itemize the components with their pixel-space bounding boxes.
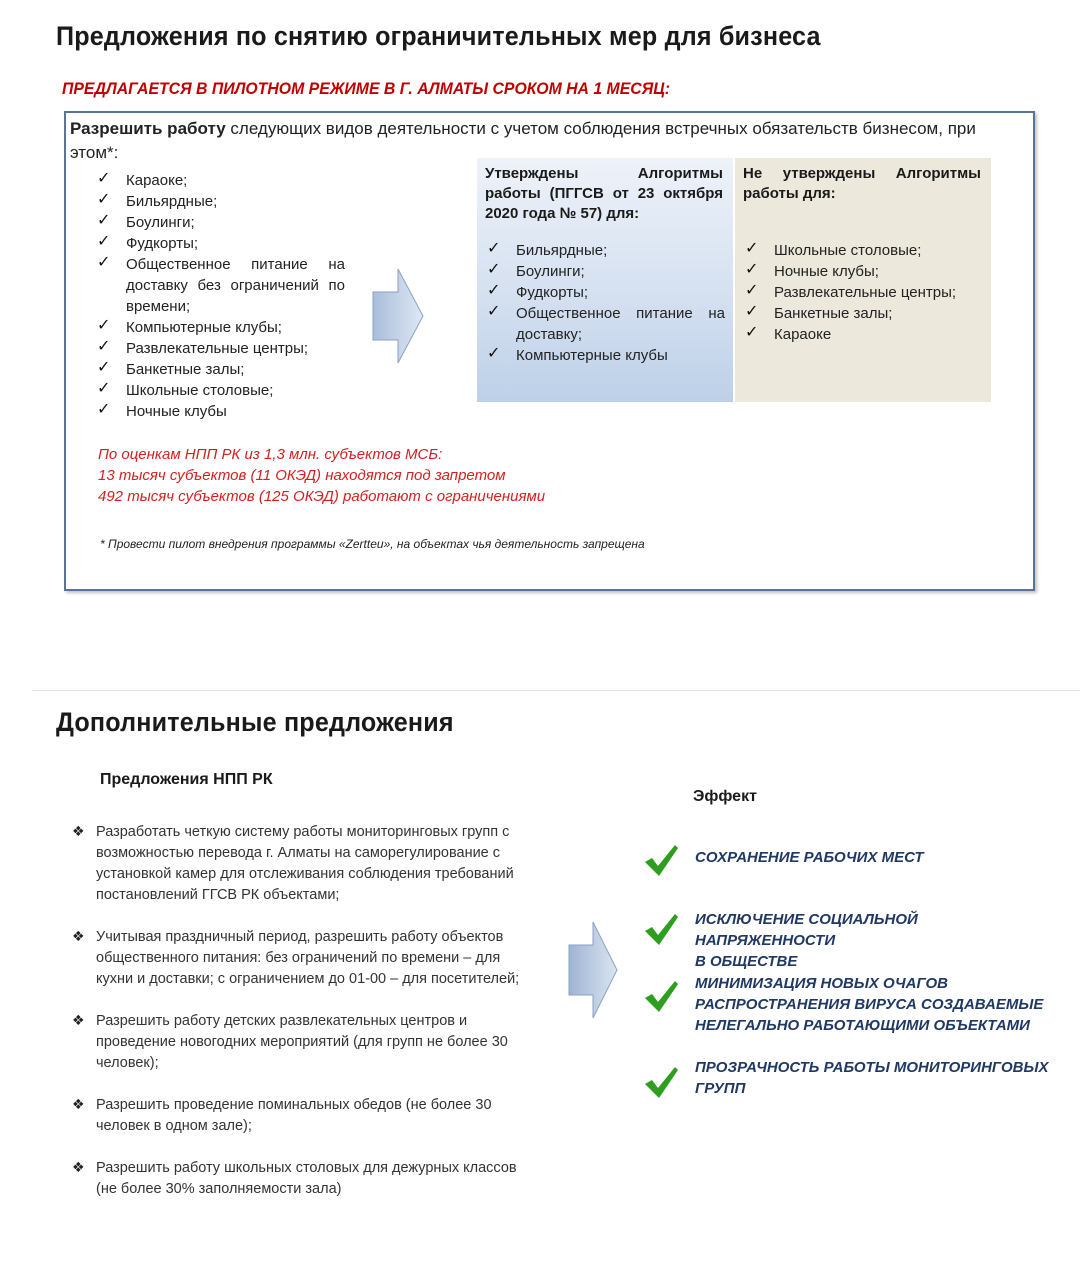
activity-item: ✓ Караоке; xyxy=(97,170,188,189)
checkmark-icon: ✓ xyxy=(745,324,759,341)
intro-bold: Разрешить работу xyxy=(70,119,226,138)
estimate-line: 13 тысяч субъектов (11 ОКЭД) находятся под запретом xyxy=(98,467,506,484)
checkmark-icon: ✓ xyxy=(97,401,111,418)
estimate-line: 492 тысяч субъектов (125 ОКЭД) работают с ограничениями xyxy=(98,488,546,505)
estimate-line: По оценкам НПП РК из 1,3 млн. субъектов МСБ: xyxy=(98,446,443,463)
slide-divider xyxy=(32,690,1080,691)
slide1-title: Предложения по снятию ограничительных мер для бизнеса xyxy=(56,21,821,51)
proposal-item: ❖ Разрешить проведение поминальных обедов (не более 30 человек в одном зале); xyxy=(72,1096,492,1134)
checkmark-icon: ✓ xyxy=(487,261,501,278)
proposals-list xyxy=(72,822,532,1221)
approved-heading: Утверждены Алгоритмы работы (ПГГСВ от 23 октября 2020 года № 57) для: xyxy=(485,165,723,222)
approved-item: ✓ Фудкорты; xyxy=(487,282,589,301)
not-approved-list xyxy=(743,240,983,345)
activity-item: ✓ Развлекательные центры; xyxy=(97,338,309,357)
right-arrow-icon xyxy=(372,268,424,364)
green-check-icon xyxy=(642,1064,680,1100)
footnote: * Провести пилот внедрения программы «Zertteu», на объектах чья деятельность запрещена xyxy=(100,537,645,551)
checkmark-icon: ✓ xyxy=(745,261,759,278)
checkmark-icon: ✓ xyxy=(97,359,111,376)
slide2-title: Дополнительные предложения xyxy=(56,707,454,737)
checkmark-icon: ✓ xyxy=(97,254,111,271)
approved-list xyxy=(485,240,725,366)
diamond-bullet-icon: ❖ xyxy=(72,928,85,944)
green-check-icon xyxy=(642,911,680,947)
not-approved-item: ✓ Караоке xyxy=(745,324,832,343)
diamond-bullet-icon: ❖ xyxy=(72,1012,85,1028)
activity-item: ✓ Бильярдные; xyxy=(97,191,218,210)
diamond-bullet-icon: ❖ xyxy=(72,1159,85,1175)
proposals-heading: Предложения НПП РК xyxy=(100,771,273,788)
activity-item: ✓ Банкетные залы; xyxy=(97,359,245,378)
checkmark-icon: ✓ xyxy=(97,317,111,334)
checkmark-icon: ✓ xyxy=(487,282,501,299)
sme-estimate xyxy=(98,444,545,507)
activity-item: ✓ Боулинги; xyxy=(97,212,195,231)
not-approved-item: ✓ Ночные клубы; xyxy=(745,261,879,280)
activity-item: ✓ Общественное питание на доставку без ограничений по времени; xyxy=(97,254,345,315)
not-approved-column xyxy=(735,158,991,402)
approved-item: ✓ Боулинги; xyxy=(487,261,585,280)
activity-item: ✓ Фудкорты; xyxy=(97,233,199,252)
effect-text: ПРОЗРАЧНОСТЬ РАБОТЫ МОНИТОРИНГОВЫХ ГРУПП xyxy=(695,1059,1049,1097)
activities-list xyxy=(95,170,345,422)
effect-heading: Эффект xyxy=(693,788,757,805)
approved-item: ✓ Общественное питание на доставку; xyxy=(487,303,725,343)
pilot-subtitle: ПРЕДЛАГАЕТСЯ В ПИЛОТНОМ РЕЖИМЕ В Г. АЛМАТЫ СРОКОМ НА 1 МЕСЯЦ: xyxy=(62,79,671,98)
proposal-item: ❖ Разработать четкую систему работы мониторинговых групп с возможностью перевода г. Алматы на саморегулирование с установкой камер для отслеживания соблюдения требований постановлений ГГСВ РК объектами; xyxy=(72,823,514,903)
proposal-item: ❖ Разрешить работу детских развлекательных центров и проведение новогодних мероприятий (для групп не более 30 человек); xyxy=(72,1012,508,1071)
checkmark-icon: ✓ xyxy=(97,338,111,355)
checkmark-icon: ✓ xyxy=(745,240,759,257)
diamond-bullet-icon: ❖ xyxy=(72,1096,85,1112)
approved-item: ✓ Компьютерные клубы xyxy=(487,345,668,364)
checkmark-icon: ✓ xyxy=(97,170,111,187)
diamond-bullet-icon: ❖ xyxy=(72,823,85,839)
not-approved-item: ✓ Развлекательные центры; xyxy=(745,282,957,301)
activity-item: ✓ Ночные клубы xyxy=(97,401,227,420)
proposal-item: ❖ Разрешить работу школьных столовых для дежурных классов (не более 30% заполняемости зала) xyxy=(72,1159,517,1197)
checkmark-icon: ✓ xyxy=(97,380,111,397)
checkmark-icon: ✓ xyxy=(97,191,111,208)
activity-item: ✓ Школьные столовые; xyxy=(97,380,274,399)
checkmark-icon: ✓ xyxy=(487,345,501,362)
right-arrow-icon xyxy=(568,921,618,1019)
approved-column xyxy=(477,158,733,402)
not-approved-item: ✓ Школьные столовые; xyxy=(745,240,922,259)
checkmark-icon: ✓ xyxy=(97,212,111,229)
effect-text: СОХРАНЕНИЕ РАБОЧИХ МЕСТ xyxy=(695,849,924,866)
approved-item: ✓ Бильярдные; xyxy=(487,240,608,259)
checkmark-icon: ✓ xyxy=(487,303,501,320)
not-approved-heading: Не утверждены Алгоритмы работы для: xyxy=(743,165,981,202)
checkmark-icon: ✓ xyxy=(487,240,501,257)
checkmark-icon: ✓ xyxy=(97,233,111,250)
green-check-icon xyxy=(642,842,680,878)
intro-rest: следующих видов деятельности с учетом соблюдения встречных обязательств бизнесом, при этом*: xyxy=(70,119,976,162)
effect-text: ИСКЛЮЧЕНИЕ СОЦИАЛЬНОЙ НАПРЯЖЕННОСТИ В ОБЩЕСТВЕ xyxy=(695,911,918,970)
checkmark-icon: ✓ xyxy=(745,303,759,320)
effect-text: МИНИМИЗАЦИЯ НОВЫХ ОЧАГОВ РАСПРОСТРАНЕНИЯ ВИРУСА СОЗДАВАЕМЫЕ НЕЛЕГАЛЬНО РАБОТАЮЩИМИ ОБЪЕКТАМИ xyxy=(695,975,1044,1034)
proposal-item: ❖ Учитывая праздничный период, разрешить работу объектов общественного питания: без ограничений по времени – для кухни и доставки; с ограничением до 01-00 – для посетителей; xyxy=(72,928,520,987)
green-check-icon xyxy=(642,978,680,1014)
activity-item: ✓ Компьютерные клубы; xyxy=(97,317,282,336)
not-approved-item: ✓ Банкетные залы; xyxy=(745,303,893,322)
checkmark-icon: ✓ xyxy=(745,282,759,299)
